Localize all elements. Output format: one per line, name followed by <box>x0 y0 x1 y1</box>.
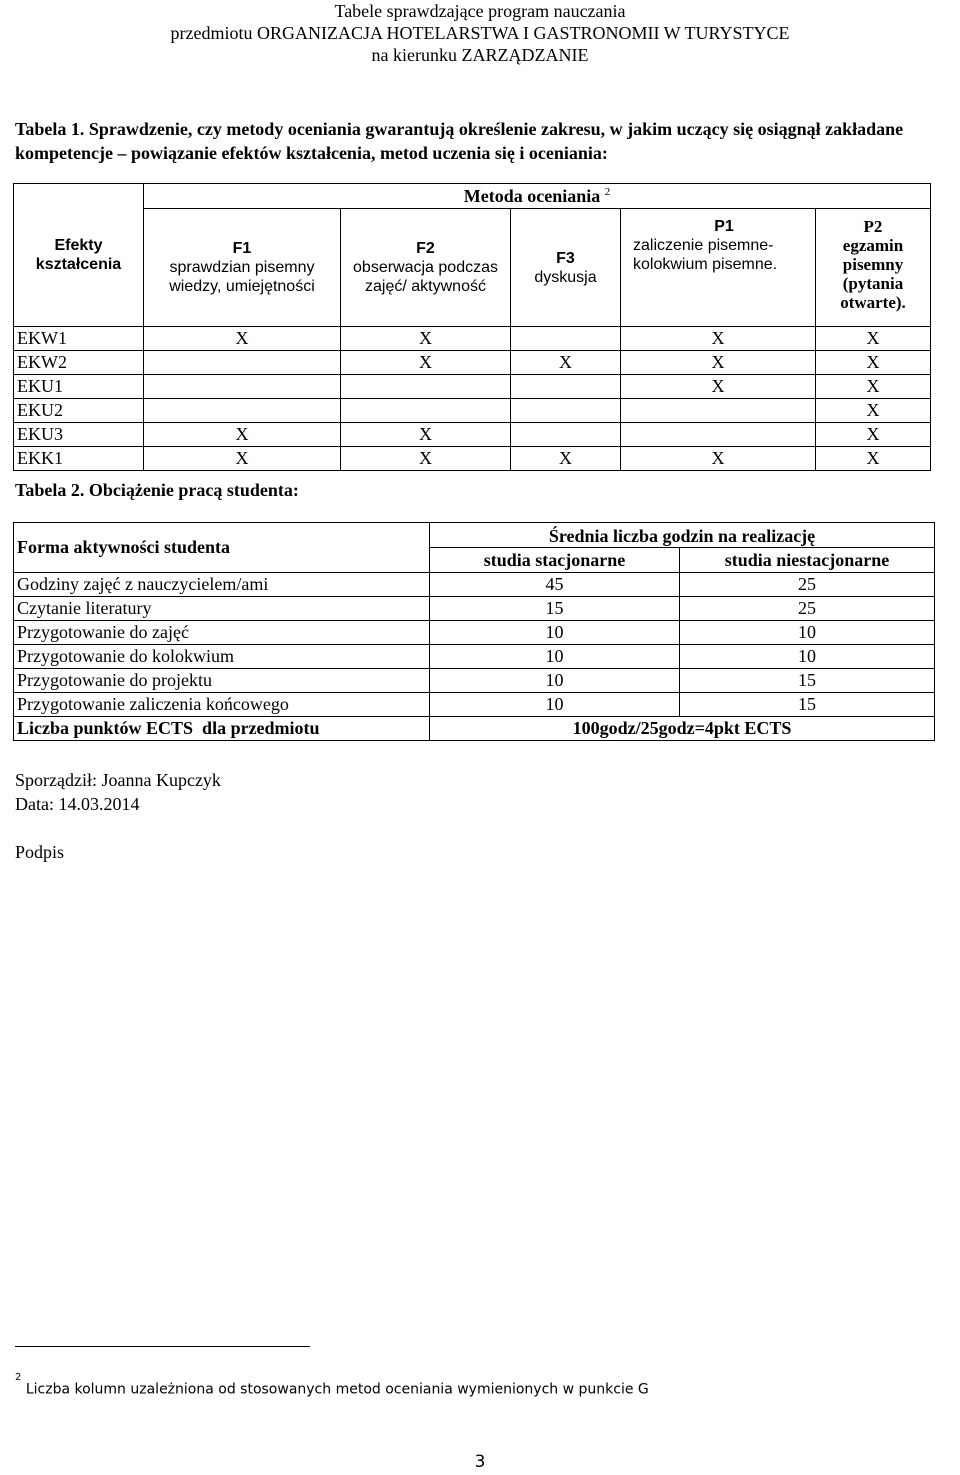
column-header-f1: F1 sprawdzian pisemny wiedzy, umiejętności <box>144 209 341 327</box>
cell-mark <box>511 375 621 399</box>
table-row <box>14 327 931 351</box>
stationary-hours: 10 <box>430 669 680 693</box>
stationary-hours: 10 <box>430 693 680 717</box>
column-header-f2: F2 obserwacja podczas zajęć/ aktywność <box>341 209 511 327</box>
date: Data: 14.03.2014 <box>15 794 140 814</box>
activity-label: Przygotowanie do kolokwium <box>14 645 430 669</box>
activity-label: Czytanie literatury <box>14 597 430 621</box>
footnote-text: Liczba kolumn uzależniona od stosowanych metod oceniania wymienionych w punkcie G <box>25 1381 649 1398</box>
cell-mark: X <box>144 327 341 351</box>
activity-header: Forma aktywności studenta <box>14 523 430 573</box>
field-of-study: na kierunku ZARZĄDZANIE <box>371 45 589 65</box>
stationary-hours: 10 <box>430 645 680 669</box>
prepared-by: Sporządził: Joanna Kupczyk <box>15 770 221 790</box>
table-row <box>14 693 935 717</box>
nonstationary-hours: 10 <box>680 621 935 645</box>
cell-mark: X <box>816 327 931 351</box>
cell-mark: X <box>816 375 931 399</box>
cell-mark: X <box>511 351 621 375</box>
page-number: 3 <box>474 1452 486 1472</box>
nonstationary-hours: 25 <box>680 597 935 621</box>
row-label: EKW2 <box>14 351 144 375</box>
student-workload-table <box>13 522 935 741</box>
table-row <box>14 645 935 669</box>
table2-caption: Tabela 2. Obciążenie pracą studenta: <box>15 480 299 500</box>
nonstationary-hours: 10 <box>680 645 935 669</box>
activity-label: Godziny zajęć z nauczycielem/ami <box>14 573 430 597</box>
cell-mark <box>144 399 341 423</box>
ects-row <box>14 717 935 741</box>
table1-caption: Tabela 1. Sprawdzenie, czy metody oceniania gwarantują określenie zakresu, w jakim uczący się osiągnął zakładane kompetencje – powiązanie efektów kształcenia, metod uczenia się i oceniania: <box>15 119 904 163</box>
footnote-separator <box>15 1346 310 1347</box>
course-name: przedmiotu ORGANIZACJA HOTELARSTWA I GASTRONOMII W TURYSTYCE <box>170 23 790 43</box>
nonstationary-hours: 15 <box>680 693 935 717</box>
cell-mark: X <box>341 447 511 471</box>
average-hours-header: Średnia liczba godzin na realizację <box>430 523 935 548</box>
table-row <box>14 447 931 471</box>
assessment-methods-table <box>13 183 931 471</box>
activity-label: Przygotowanie do zajęć <box>14 621 430 645</box>
cell-mark <box>144 375 341 399</box>
cell-mark: X <box>816 447 931 471</box>
cell-mark: X <box>341 327 511 351</box>
column-header-p1: P1 zaliczenie pisemne- kolokwium pisemne. <box>621 209 816 327</box>
cell-mark <box>621 399 816 423</box>
column-header-p2: P2 egzamin pisemny (pytania otwarte). <box>816 209 931 327</box>
table-row <box>14 597 935 621</box>
cell-mark <box>341 375 511 399</box>
method-header: Metoda oceniania $^2$ <box>144 184 931 209</box>
cell-mark: X <box>621 327 816 351</box>
effects-header: Efekty kształcenia <box>14 184 144 327</box>
nonstationary-header: studia niestacjonarne <box>680 548 935 573</box>
nonstationary-hours: 15 <box>680 669 935 693</box>
cell-mark <box>144 351 341 375</box>
cell-mark <box>511 327 621 351</box>
activity-label: Przygotowanie do projektu <box>14 669 430 693</box>
table-row <box>14 423 931 447</box>
table-row <box>14 573 935 597</box>
signature-label: Podpis <box>15 842 65 862</box>
nonstationary-hours: 25 <box>680 573 935 597</box>
row-label: EKU1 <box>14 375 144 399</box>
row-label: EKW1 <box>14 327 144 351</box>
cell-mark: X <box>144 447 341 471</box>
footnote <box>15 1372 649 1398</box>
cell-mark <box>511 399 621 423</box>
cell-mark: X <box>341 351 511 375</box>
table-row <box>14 621 935 645</box>
cell-mark: X <box>816 399 931 423</box>
activity-label: Przygotowanie zaliczenia końcowego <box>14 693 430 717</box>
cell-mark <box>341 399 511 423</box>
cell-mark: X <box>511 447 621 471</box>
cell-mark: X <box>816 351 931 375</box>
table-row <box>14 351 931 375</box>
cell-mark <box>621 423 816 447</box>
row-label: EKK1 <box>14 447 144 471</box>
column-header-f3: F3 dyskusja <box>511 209 621 327</box>
cell-mark: X <box>816 423 931 447</box>
stationary-hours: 15 <box>430 597 680 621</box>
document-title: Tabele sprawdzające program nauczania <box>334 1 626 21</box>
footnote-mark: 2 <box>604 185 611 198</box>
cell-mark: X <box>144 423 341 447</box>
table-row <box>14 669 935 693</box>
table-row <box>14 399 931 423</box>
row-label: EKU3 <box>14 423 144 447</box>
stationary-hours: 45 <box>430 573 680 597</box>
cell-mark: X <box>621 351 816 375</box>
footnote-number: 2 <box>15 1372 22 1383</box>
ects-label: Liczba punktów ECTS dla przedmiotu <box>14 717 430 741</box>
table-row <box>14 375 931 399</box>
stationary-hours: 10 <box>430 621 680 645</box>
cell-mark: X <box>621 447 816 471</box>
ects-value: 100godz/25godz=4pkt ECTS <box>430 717 935 741</box>
stationary-header: studia stacjonarne <box>430 548 680 573</box>
cell-mark: X <box>341 423 511 447</box>
cell-mark: X <box>621 375 816 399</box>
cell-mark <box>511 423 621 447</box>
row-label: EKU2 <box>14 399 144 423</box>
